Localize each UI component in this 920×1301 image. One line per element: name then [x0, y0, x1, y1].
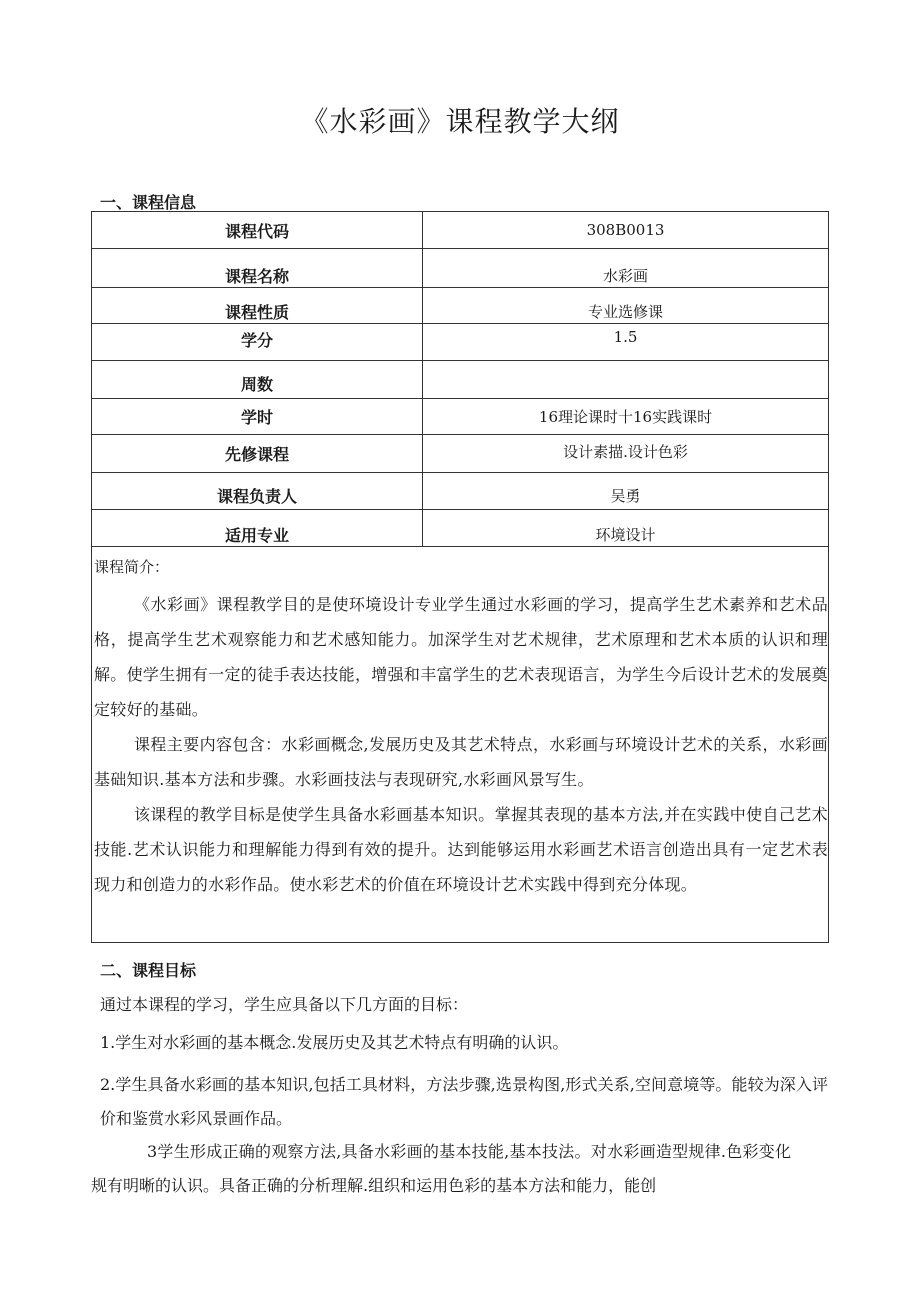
table-row [92, 288, 829, 324]
table-row [92, 510, 829, 547]
table-row [92, 361, 829, 399]
row-value: 吴勇 [423, 473, 829, 510]
section-heading-course-goals: 二、课程目标 [100, 961, 197, 980]
course-info-table [91, 211, 829, 547]
row-value: 水彩画 [423, 249, 829, 288]
intro-paragraph: 《水彩画》课程教学目的是使环境设计专业学生通过水彩画的学习，提高学生艺术素养和艺术品格，提高学生艺术观察能力和艺术感知能力。加深学生对艺术规律，艺术原理和艺术本质的认识和理解。使学生拥有一定的徒手表达技能，增强和丰富学生的艺术表现语言，为学生今后设计艺术的发展奠定较好的基础。 [94, 595, 828, 719]
intro-paragraph: 该课程的教学目标是使学生具备水彩画基本知识。掌握其表现的基本方法,并在实践中使自己艺术技能.艺术认识能力和理解能力得到有效的提升。达到能够运用水彩画艺术语言创造出具有一定艺术表现力和创造力的水彩作品。使水彩艺术的价值在环境设计艺术实践中得到充分体现。 [94, 805, 828, 894]
goal-item: 1.学生对水彩画的基本概念.发展历史及其艺术特点有明确的认识。 [100, 1033, 569, 1052]
table-row [92, 473, 829, 510]
row-value: 16理论课时十16实践课时 [423, 399, 829, 435]
goal-item: 3学生形成正确的观察方法,具备水彩画的基本技能,基本技法。对水彩画造型规律.色彩变化规有明晰的认识。具备正确的分析理解.组织和运用色彩的基本方法和能力，能创 [91, 1142, 791, 1195]
row-label: 周数 [92, 361, 423, 399]
table-row [92, 399, 829, 435]
row-value: 308B0013 [423, 212, 829, 249]
row-value [423, 361, 829, 399]
row-label: 适用专业 [92, 510, 423, 547]
row-value: 专业选修课 [423, 288, 829, 324]
row-label: 学时 [92, 399, 423, 435]
section-heading-course-info: 一、课程信息 [100, 193, 197, 212]
row-label: 课程代码 [92, 212, 423, 249]
row-value: 设计素描.设计色彩 [423, 435, 829, 473]
table-row [92, 212, 829, 249]
table-row [92, 324, 829, 361]
table-row [92, 249, 829, 288]
intro-label: 课程简介： [94, 558, 170, 576]
intro-paragraph: 课程主要内容包含：水彩画概念,发展历史及其艺术特点，水彩画与环境设计艺术的关系，水彩画基础知识.基本方法和步骤。水彩画技法与表现研究,水彩画风景写生。 [94, 735, 828, 789]
row-value: 环境设计 [423, 510, 829, 547]
goals-intro: 通过本课程的学习，学生应具备以下几方面的目标： [100, 995, 469, 1014]
goal-item: 2.学生具备水彩画的基本知识,包括工具材料，方法步骤,选景构图,形式关系,空间意境等。能较为深入评价和鉴赏水彩风景画作品。 [100, 1075, 828, 1128]
row-label: 先修课程 [92, 435, 423, 473]
row-label: 课程名称 [92, 249, 423, 288]
table-row [92, 435, 829, 473]
course-intro-box [91, 544, 829, 943]
row-label: 课程性质 [92, 288, 423, 324]
row-value: 1.5 [423, 324, 829, 361]
row-label: 课程负责人 [92, 473, 423, 510]
page-title: 《水彩画》课程教学大纲 [300, 105, 620, 138]
row-label: 学分 [92, 324, 423, 361]
